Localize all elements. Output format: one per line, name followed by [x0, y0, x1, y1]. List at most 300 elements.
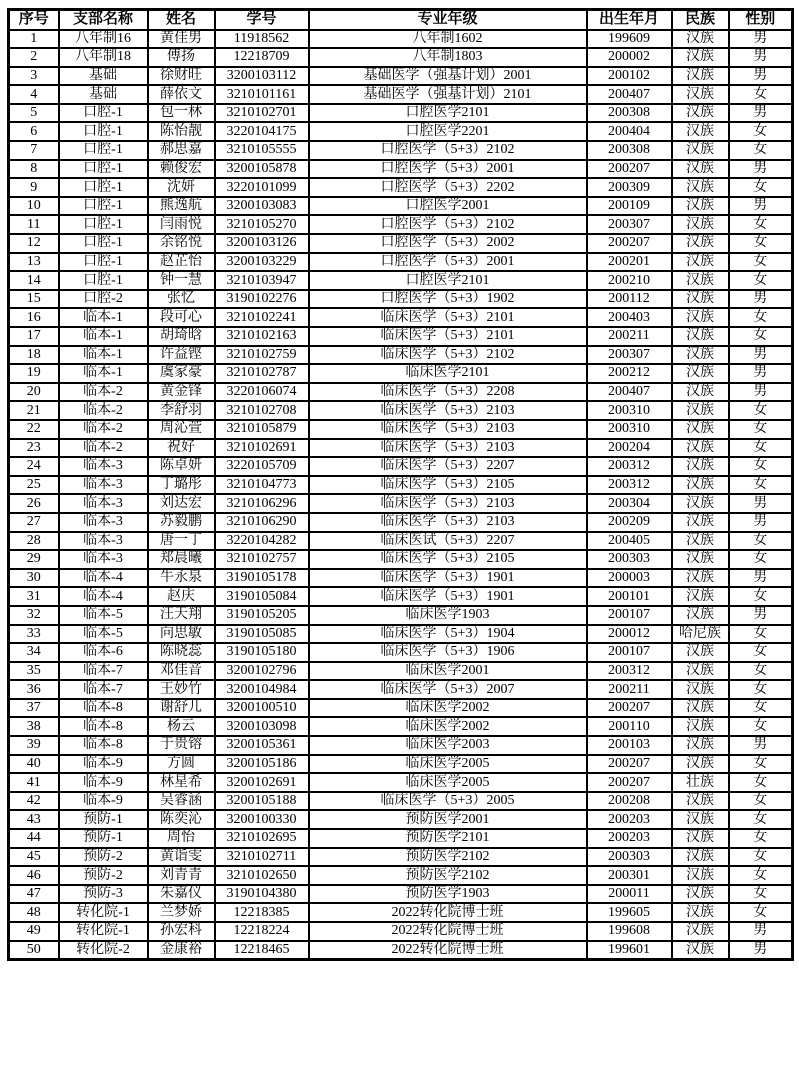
table-row [9, 699, 793, 718]
cell-ethnicity: 壮族 [672, 773, 729, 792]
cell-ethnicity: 汉族 [672, 922, 729, 941]
cell-gender: 女 [729, 85, 793, 104]
table-row [9, 848, 793, 867]
cell-ethnicity: 汉族 [672, 662, 729, 681]
cell-birth-date: 200207 [587, 160, 672, 179]
cell-student-id: 12218709 [215, 48, 309, 67]
cell-seq: 31 [9, 587, 59, 606]
cell-name: 唐一丁 [148, 532, 215, 551]
cell-seq: 41 [9, 773, 59, 792]
table-row [9, 532, 793, 551]
cell-name: 黄诣雯 [148, 848, 215, 867]
cell-seq: 18 [9, 346, 59, 365]
cell-ethnicity: 汉族 [672, 234, 729, 253]
cell-ethnicity: 汉族 [672, 532, 729, 551]
cell-major-grade: 预防医学2102 [309, 866, 587, 885]
cell-name: 虞家豪 [148, 364, 215, 383]
cell-name: 牛永泉 [148, 569, 215, 588]
cell-student-id: 3200105878 [215, 160, 309, 179]
cell-student-id: 3220104282 [215, 532, 309, 551]
cell-birth-date: 200207 [587, 699, 672, 718]
header-branch: 支部名称 [59, 10, 148, 30]
cell-name: 张忆 [148, 290, 215, 309]
cell-major-grade: 2022转化院博士班 [309, 941, 587, 960]
cell-student-id: 3190104380 [215, 885, 309, 904]
cell-name: 熊逸航 [148, 197, 215, 216]
cell-gender: 女 [729, 662, 793, 681]
cell-seq: 16 [9, 308, 59, 327]
cell-branch: 临本-2 [59, 439, 148, 458]
header-seq: 序号 [9, 10, 59, 30]
cell-ethnicity: 汉族 [672, 48, 729, 67]
cell-major-grade: 临床医学（5+3）2102 [309, 346, 587, 365]
table-row [9, 141, 793, 160]
table-row [9, 253, 793, 272]
table-row [9, 885, 793, 904]
cell-branch: 临本-2 [59, 401, 148, 420]
cell-seq: 22 [9, 420, 59, 439]
cell-seq: 12 [9, 234, 59, 253]
cell-gender: 女 [729, 829, 793, 848]
cell-name: 黄金锋 [148, 383, 215, 402]
cell-ethnicity: 汉族 [672, 271, 729, 290]
cell-seq: 42 [9, 792, 59, 811]
cell-seq: 40 [9, 755, 59, 774]
cell-student-id: 3220105709 [215, 457, 309, 476]
cell-student-id: 3200103098 [215, 717, 309, 736]
cell-ethnicity: 汉族 [672, 327, 729, 346]
cell-gender: 女 [729, 253, 793, 272]
cell-birth-date: 200102 [587, 67, 672, 86]
cell-ethnicity: 汉族 [672, 848, 729, 867]
cell-student-id: 3200105186 [215, 755, 309, 774]
cell-major-grade: 八年制1803 [309, 48, 587, 67]
cell-birth-date: 199605 [587, 903, 672, 922]
cell-student-id: 3190105085 [215, 625, 309, 644]
cell-student-id: 3210102241 [215, 308, 309, 327]
table-row [9, 308, 793, 327]
cell-ethnicity: 汉族 [672, 494, 729, 513]
cell-birth-date: 199609 [587, 30, 672, 49]
cell-student-id: 3210102701 [215, 104, 309, 123]
cell-birth-date: 200112 [587, 290, 672, 309]
cell-student-id: 3210102759 [215, 346, 309, 365]
cell-major-grade: 临床医学（5+3）1901 [309, 587, 587, 606]
student-roster-table [7, 8, 794, 961]
cell-gender: 女 [729, 420, 793, 439]
cell-name: 段可心 [148, 308, 215, 327]
cell-branch: 临本-9 [59, 755, 148, 774]
cell-ethnicity: 汉族 [672, 885, 729, 904]
cell-seq: 45 [9, 848, 59, 867]
header-name: 姓名 [148, 10, 215, 30]
cell-gender: 男 [729, 494, 793, 513]
cell-name: 黄佳男 [148, 30, 215, 49]
table-row [9, 401, 793, 420]
cell-seq: 15 [9, 290, 59, 309]
cell-seq: 24 [9, 457, 59, 476]
cell-gender: 男 [729, 513, 793, 532]
cell-gender: 男 [729, 160, 793, 179]
table-row [9, 773, 793, 792]
cell-birth-date: 200304 [587, 494, 672, 513]
cell-gender: 女 [729, 327, 793, 346]
cell-student-id: 3210106296 [215, 494, 309, 513]
cell-birth-date: 200101 [587, 587, 672, 606]
cell-birth-date: 200308 [587, 141, 672, 160]
cell-seq: 3 [9, 67, 59, 86]
cell-major-grade: 预防医学2001 [309, 810, 587, 829]
cell-birth-date: 200308 [587, 104, 672, 123]
cell-branch: 口腔-1 [59, 160, 148, 179]
cell-major-grade: 临床医学2101 [309, 364, 587, 383]
cell-student-id: 3200104984 [215, 680, 309, 699]
cell-name: 陈晓蕊 [148, 643, 215, 662]
cell-student-id: 3210102757 [215, 550, 309, 569]
cell-student-id: 3200102691 [215, 773, 309, 792]
cell-student-id: 3210102695 [215, 829, 309, 848]
cell-branch: 临本-1 [59, 308, 148, 327]
cell-student-id: 3210103947 [215, 271, 309, 290]
cell-student-id: 3210102163 [215, 327, 309, 346]
cell-birth-date: 200407 [587, 85, 672, 104]
cell-birth-date: 200303 [587, 848, 672, 867]
cell-birth-date: 200204 [587, 439, 672, 458]
cell-gender: 女 [729, 476, 793, 495]
cell-birth-date: 200312 [587, 476, 672, 495]
cell-student-id: 3190105178 [215, 569, 309, 588]
cell-name: 兰梦娇 [148, 903, 215, 922]
cell-branch: 临本-7 [59, 680, 148, 699]
cell-student-id: 3210104773 [215, 476, 309, 495]
cell-branch: 临本-9 [59, 792, 148, 811]
cell-major-grade: 临床医学（5+3）2103 [309, 513, 587, 532]
cell-branch: 预防-2 [59, 848, 148, 867]
cell-branch: 临本-2 [59, 383, 148, 402]
cell-name: 周沁萱 [148, 420, 215, 439]
cell-ethnicity: 汉族 [672, 476, 729, 495]
cell-seq: 5 [9, 104, 59, 123]
cell-major-grade: 基础医学（强基计划）2001 [309, 67, 587, 86]
cell-birth-date: 200310 [587, 420, 672, 439]
cell-ethnicity: 汉族 [672, 736, 729, 755]
cell-student-id: 3190105084 [215, 587, 309, 606]
cell-seq: 25 [9, 476, 59, 495]
cell-seq: 28 [9, 532, 59, 551]
cell-name: 赵芷怡 [148, 253, 215, 272]
cell-ethnicity: 汉族 [672, 829, 729, 848]
cell-ethnicity: 汉族 [672, 364, 729, 383]
cell-ethnicity: 汉族 [672, 67, 729, 86]
cell-gender: 女 [729, 680, 793, 699]
cell-major-grade: 临床医学2002 [309, 699, 587, 718]
cell-major-grade: 2022转化院博士班 [309, 903, 587, 922]
cell-name: 刘达宏 [148, 494, 215, 513]
cell-major-grade: 临床医学1903 [309, 606, 587, 625]
cell-student-id: 3210102711 [215, 848, 309, 867]
cell-student-id: 3210101161 [215, 85, 309, 104]
cell-birth-date: 200210 [587, 271, 672, 290]
cell-birth-date: 200211 [587, 680, 672, 699]
cell-student-id: 3200105361 [215, 736, 309, 755]
cell-gender: 女 [729, 587, 793, 606]
cell-gender: 女 [729, 457, 793, 476]
cell-branch: 临本-1 [59, 327, 148, 346]
cell-ethnicity: 汉族 [672, 643, 729, 662]
cell-seq: 38 [9, 717, 59, 736]
cell-student-id: 3220104175 [215, 122, 309, 141]
cell-major-grade: 临床医学（5+3）2101 [309, 308, 587, 327]
table-body [9, 30, 793, 960]
cell-gender: 女 [729, 755, 793, 774]
cell-seq: 6 [9, 122, 59, 141]
cell-name: 苏毅鹏 [148, 513, 215, 532]
cell-gender: 女 [729, 215, 793, 234]
cell-student-id: 12218224 [215, 922, 309, 941]
cell-major-grade: 口腔医学（5+3）2002 [309, 234, 587, 253]
cell-seq: 30 [9, 569, 59, 588]
cell-gender: 女 [729, 903, 793, 922]
cell-major-grade: 临床医学2005 [309, 755, 587, 774]
cell-branch: 临本-3 [59, 532, 148, 551]
cell-name: 陈卓妍 [148, 457, 215, 476]
table-row [9, 662, 793, 681]
cell-ethnicity: 汉族 [672, 550, 729, 569]
cell-birth-date: 200312 [587, 662, 672, 681]
cell-student-id: 12218465 [215, 941, 309, 960]
cell-branch: 口腔-2 [59, 290, 148, 309]
cell-major-grade: 口腔医学（5+3）2001 [309, 253, 587, 272]
table-row [9, 550, 793, 569]
cell-birth-date: 200207 [587, 773, 672, 792]
cell-major-grade: 口腔医学2001 [309, 197, 587, 216]
table-row [9, 215, 793, 234]
cell-student-id: 3200100510 [215, 699, 309, 718]
cell-birth-date: 200207 [587, 755, 672, 774]
cell-seq: 21 [9, 401, 59, 420]
table-row [9, 160, 793, 179]
cell-ethnicity: 汉族 [672, 439, 729, 458]
cell-student-id: 3220106074 [215, 383, 309, 402]
table-row [9, 941, 793, 960]
cell-major-grade: 口腔医学（5+3）2102 [309, 141, 587, 160]
cell-student-id: 11918562 [215, 30, 309, 49]
cell-branch: 临本-8 [59, 736, 148, 755]
cell-name: 丁璐彤 [148, 476, 215, 495]
cell-birth-date: 200207 [587, 234, 672, 253]
cell-name: 吴睿涵 [148, 792, 215, 811]
table-row [9, 810, 793, 829]
cell-birth-date: 200107 [587, 606, 672, 625]
cell-ethnicity: 汉族 [672, 606, 729, 625]
cell-branch: 八年制16 [59, 30, 148, 49]
cell-ethnicity: 汉族 [672, 383, 729, 402]
cell-name: 朱嘉仪 [148, 885, 215, 904]
cell-seq: 50 [9, 941, 59, 960]
cell-birth-date: 199601 [587, 941, 672, 960]
cell-name: 杨云 [148, 717, 215, 736]
table-row [9, 680, 793, 699]
header-row [9, 10, 793, 30]
cell-gender: 女 [729, 792, 793, 811]
cell-name: 薛依文 [148, 85, 215, 104]
cell-major-grade: 口腔医学（5+3）2001 [309, 160, 587, 179]
cell-name: 周怡 [148, 829, 215, 848]
cell-major-grade: 临床医学（5+3）2101 [309, 327, 587, 346]
table-row [9, 364, 793, 383]
cell-gender: 女 [729, 532, 793, 551]
cell-seq: 23 [9, 439, 59, 458]
cell-branch: 临本-1 [59, 364, 148, 383]
table-row [9, 439, 793, 458]
header-gender: 性别 [729, 10, 793, 30]
cell-gender: 女 [729, 401, 793, 420]
cell-gender: 女 [729, 699, 793, 718]
cell-ethnicity: 汉族 [672, 810, 729, 829]
cell-student-id: 12218385 [215, 903, 309, 922]
table-row [9, 476, 793, 495]
cell-branch: 临本-3 [59, 550, 148, 569]
cell-seq: 29 [9, 550, 59, 569]
cell-name: 于贵镕 [148, 736, 215, 755]
cell-branch: 预防-3 [59, 885, 148, 904]
cell-student-id: 3210105270 [215, 215, 309, 234]
cell-ethnicity: 汉族 [672, 941, 729, 960]
cell-birth-date: 200407 [587, 383, 672, 402]
table-row [9, 122, 793, 141]
cell-seq: 13 [9, 253, 59, 272]
cell-branch: 临本-3 [59, 457, 148, 476]
table-row [9, 383, 793, 402]
cell-seq: 37 [9, 699, 59, 718]
cell-branch: 临本-3 [59, 513, 148, 532]
cell-seq: 33 [9, 625, 59, 644]
cell-ethnicity: 汉族 [672, 717, 729, 736]
cell-seq: 39 [9, 736, 59, 755]
cell-branch: 临本-8 [59, 717, 148, 736]
table-row [9, 234, 793, 253]
cell-branch: 预防-1 [59, 810, 148, 829]
cell-name: 刘青青 [148, 866, 215, 885]
cell-major-grade: 临床医试（5+3）2207 [309, 532, 587, 551]
cell-major-grade: 临床医学（5+3）2103 [309, 439, 587, 458]
cell-gender: 男 [729, 383, 793, 402]
cell-gender: 女 [729, 141, 793, 160]
cell-major-grade: 临床医学2001 [309, 662, 587, 681]
cell-ethnicity: 汉族 [672, 792, 729, 811]
cell-branch: 基础 [59, 85, 148, 104]
cell-major-grade: 临床医学（5+3）2103 [309, 494, 587, 513]
cell-student-id: 3200103083 [215, 197, 309, 216]
cell-student-id: 3200103112 [215, 67, 309, 86]
cell-gender: 男 [729, 736, 793, 755]
cell-name: 向思敏 [148, 625, 215, 644]
cell-gender: 女 [729, 178, 793, 197]
cell-birth-date: 200012 [587, 625, 672, 644]
table-row [9, 420, 793, 439]
cell-birth-date: 200208 [587, 792, 672, 811]
cell-major-grade: 临床医学2003 [309, 736, 587, 755]
cell-branch: 临本-6 [59, 643, 148, 662]
cell-major-grade: 临床医学（5+3）2005 [309, 792, 587, 811]
cell-gender: 女 [729, 550, 793, 569]
table-row [9, 866, 793, 885]
table-row [9, 30, 793, 49]
cell-branch: 口腔-1 [59, 197, 148, 216]
cell-name: 赖俊宏 [148, 160, 215, 179]
cell-major-grade: 临床医学（5+3）1901 [309, 569, 587, 588]
cell-seq: 32 [9, 606, 59, 625]
cell-ethnicity: 汉族 [672, 160, 729, 179]
cell-name: 陈怡靓 [148, 122, 215, 141]
cell-major-grade: 口腔医学（5+3）2102 [309, 215, 587, 234]
cell-major-grade: 临床医学（5+3）2103 [309, 401, 587, 420]
cell-ethnicity: 汉族 [672, 680, 729, 699]
cell-ethnicity: 汉族 [672, 290, 729, 309]
table-row [9, 606, 793, 625]
cell-gender: 男 [729, 941, 793, 960]
cell-birth-date: 200404 [587, 122, 672, 141]
table-row [9, 587, 793, 606]
cell-name: 许益铿 [148, 346, 215, 365]
cell-major-grade: 临床医学（5+3）1906 [309, 643, 587, 662]
cell-branch: 预防-2 [59, 866, 148, 885]
cell-gender: 女 [729, 439, 793, 458]
cell-major-grade: 基础医学（强基计划）2101 [309, 85, 587, 104]
cell-major-grade: 临床医学（5+3）2007 [309, 680, 587, 699]
cell-seq: 8 [9, 160, 59, 179]
header-student-id: 学号 [215, 10, 309, 30]
cell-seq: 49 [9, 922, 59, 941]
cell-major-grade: 临床医学（5+3）2105 [309, 476, 587, 495]
cell-birth-date: 200211 [587, 327, 672, 346]
cell-name: 孙宏科 [148, 922, 215, 941]
cell-name: 方圆 [148, 755, 215, 774]
cell-name: 金康裕 [148, 941, 215, 960]
table-row [9, 346, 793, 365]
table-row [9, 271, 793, 290]
cell-major-grade: 预防医学1903 [309, 885, 587, 904]
table-row [9, 569, 793, 588]
cell-birth-date: 200203 [587, 829, 672, 848]
table-row [9, 85, 793, 104]
cell-branch: 临本-3 [59, 476, 148, 495]
cell-seq: 1 [9, 30, 59, 49]
cell-name: 祝好 [148, 439, 215, 458]
cell-ethnicity: 汉族 [672, 104, 729, 123]
cell-birth-date: 200310 [587, 401, 672, 420]
cell-branch: 临本-5 [59, 606, 148, 625]
header-ethnicity: 民族 [672, 10, 729, 30]
cell-branch: 临本-4 [59, 569, 148, 588]
cell-seq: 35 [9, 662, 59, 681]
cell-student-id: 3200100330 [215, 810, 309, 829]
cell-branch: 临本-2 [59, 420, 148, 439]
cell-seq: 43 [9, 810, 59, 829]
cell-seq: 26 [9, 494, 59, 513]
cell-seq: 9 [9, 178, 59, 197]
cell-name: 汪天翔 [148, 606, 215, 625]
cell-birth-date: 200103 [587, 736, 672, 755]
cell-student-id: 3220101099 [215, 178, 309, 197]
cell-major-grade: 口腔医学2201 [309, 122, 587, 141]
cell-student-id: 3200105188 [215, 792, 309, 811]
cell-seq: 11 [9, 215, 59, 234]
cell-name: 包一林 [148, 104, 215, 123]
cell-name: 郝思嘉 [148, 141, 215, 160]
cell-major-grade: 预防医学2102 [309, 848, 587, 867]
cell-birth-date: 200212 [587, 364, 672, 383]
